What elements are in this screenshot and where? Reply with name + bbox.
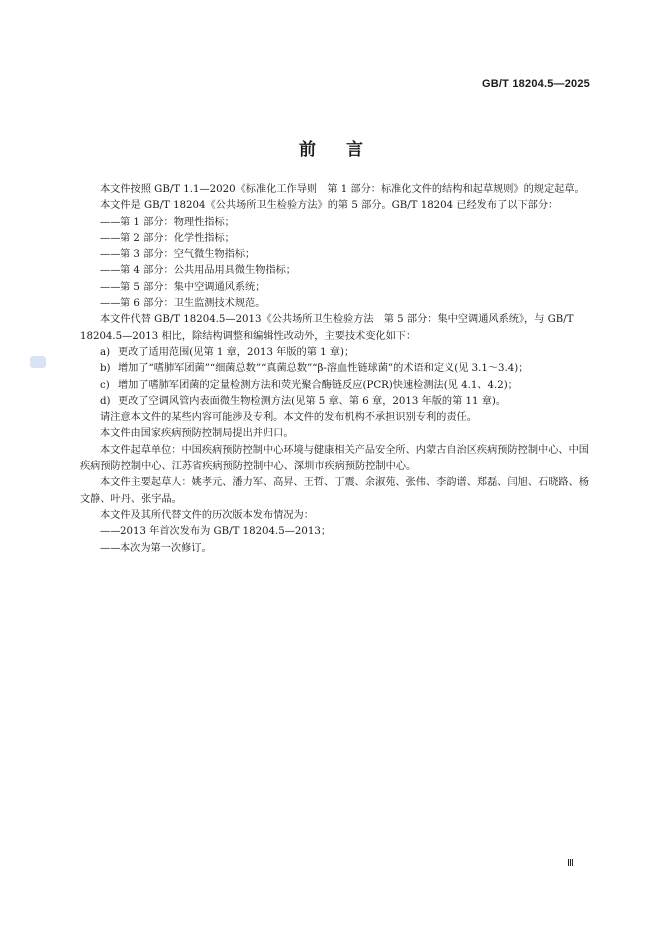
paragraph-replacement: 本文件代替 GB/T 18204.5—2013《公共场所卫生检验方法 第 5 部分：集中空调通风系统》，与 GB/T 18204.5—2013 相比，除结构调整和编辑性改动外，主要技术变化如下： — [80, 314, 574, 342]
list-item: ——第 4 部分：公共用品用具微生物指标； — [100, 265, 296, 277]
list-item: ——第 1 部分：物理性指标； — [100, 216, 235, 228]
list-item: b) 增加了“嗜肺军团菌”“细菌总数”“真菌总数”“β-溶血性链球菌”的术语和定义(见 3.1～3.4)； — [100, 363, 529, 375]
paragraph-history-intro: 本文件及其所代替文件的历次版本发布情况为： — [100, 509, 314, 521]
list-item: ——2013 年首次发布为 GB/T 18204.5—2013； — [100, 526, 332, 538]
standard-code: GB/T 18204.5—2025 — [482, 78, 590, 90]
paragraph-proposer: 本文件由国家疾病预防控制局提出并归口。 — [100, 428, 294, 440]
paragraph-drafting-units: 本文件起草单位：中国疾病预防控制中心环境与健康相关产品安全所、内蒙古自治区疾病预防控制中心、中国疾病预防控制中心、江苏省疾病预防控制中心、深圳市疾病预防控制中心。 — [80, 444, 589, 473]
history-list — [80, 524, 592, 557]
changes-list — [80, 345, 592, 410]
watermark-logo-icon — [30, 356, 46, 368]
list-item: ——本次为第一次修订。 — [100, 542, 212, 554]
paragraph-patent-notice: 请注意本文件的某些内容可能涉及专利。本文件的发布机构不承担识别专利的责任。 — [100, 412, 477, 424]
page-title: 前言 — [299, 140, 393, 160]
parts-list — [80, 215, 592, 313]
document-body — [80, 182, 592, 557]
paragraph-drafting-rules: 本文件按照 GB/T 1.1—2020《标准化工作导则 第 1 部分：标准化文件的结构和起草规则》的规定起草。 — [100, 184, 585, 195]
list-item: ——第 6 部分：卫生监测技术规范。 — [100, 298, 266, 310]
paragraph-drafters: 本文件主要起草人：姚孝元、潘力军、高昇、王哲、丁震、余淑苑、张伟、李韵谱、郑磊、闫旭、石晓路、杨文静、叶丹、张宇晶。 — [80, 477, 589, 505]
page-number: Ⅲ — [567, 858, 574, 869]
paragraph-series-intro: 本文件是 GB/T 18204《公共场所卫生检验方法》的第 5 部分。GB/T 18204 已经发布了以下部分： — [100, 200, 559, 212]
list-item: d) 更改了空调风管内表面微生物检测方法(见第 5 章、第 6 章，2013 年版的第 11 章)。 — [100, 395, 507, 407]
list-item: c) 增加了嗜肺军团菌的定量检测方法和荧光聚合酶链反应(PCR)快速检测法(见 4.1、4.2)； — [100, 379, 518, 391]
list-item: ——第 3 部分：空气微生物指标； — [100, 249, 256, 261]
list-item: ——第 2 部分：化学性指标； — [100, 232, 235, 244]
list-item: a) 更改了适用范围(见第 1 章，2013 年版的第 1 章)； — [100, 346, 355, 358]
list-item: ——第 5 部分：集中空调通风系统； — [100, 281, 266, 293]
